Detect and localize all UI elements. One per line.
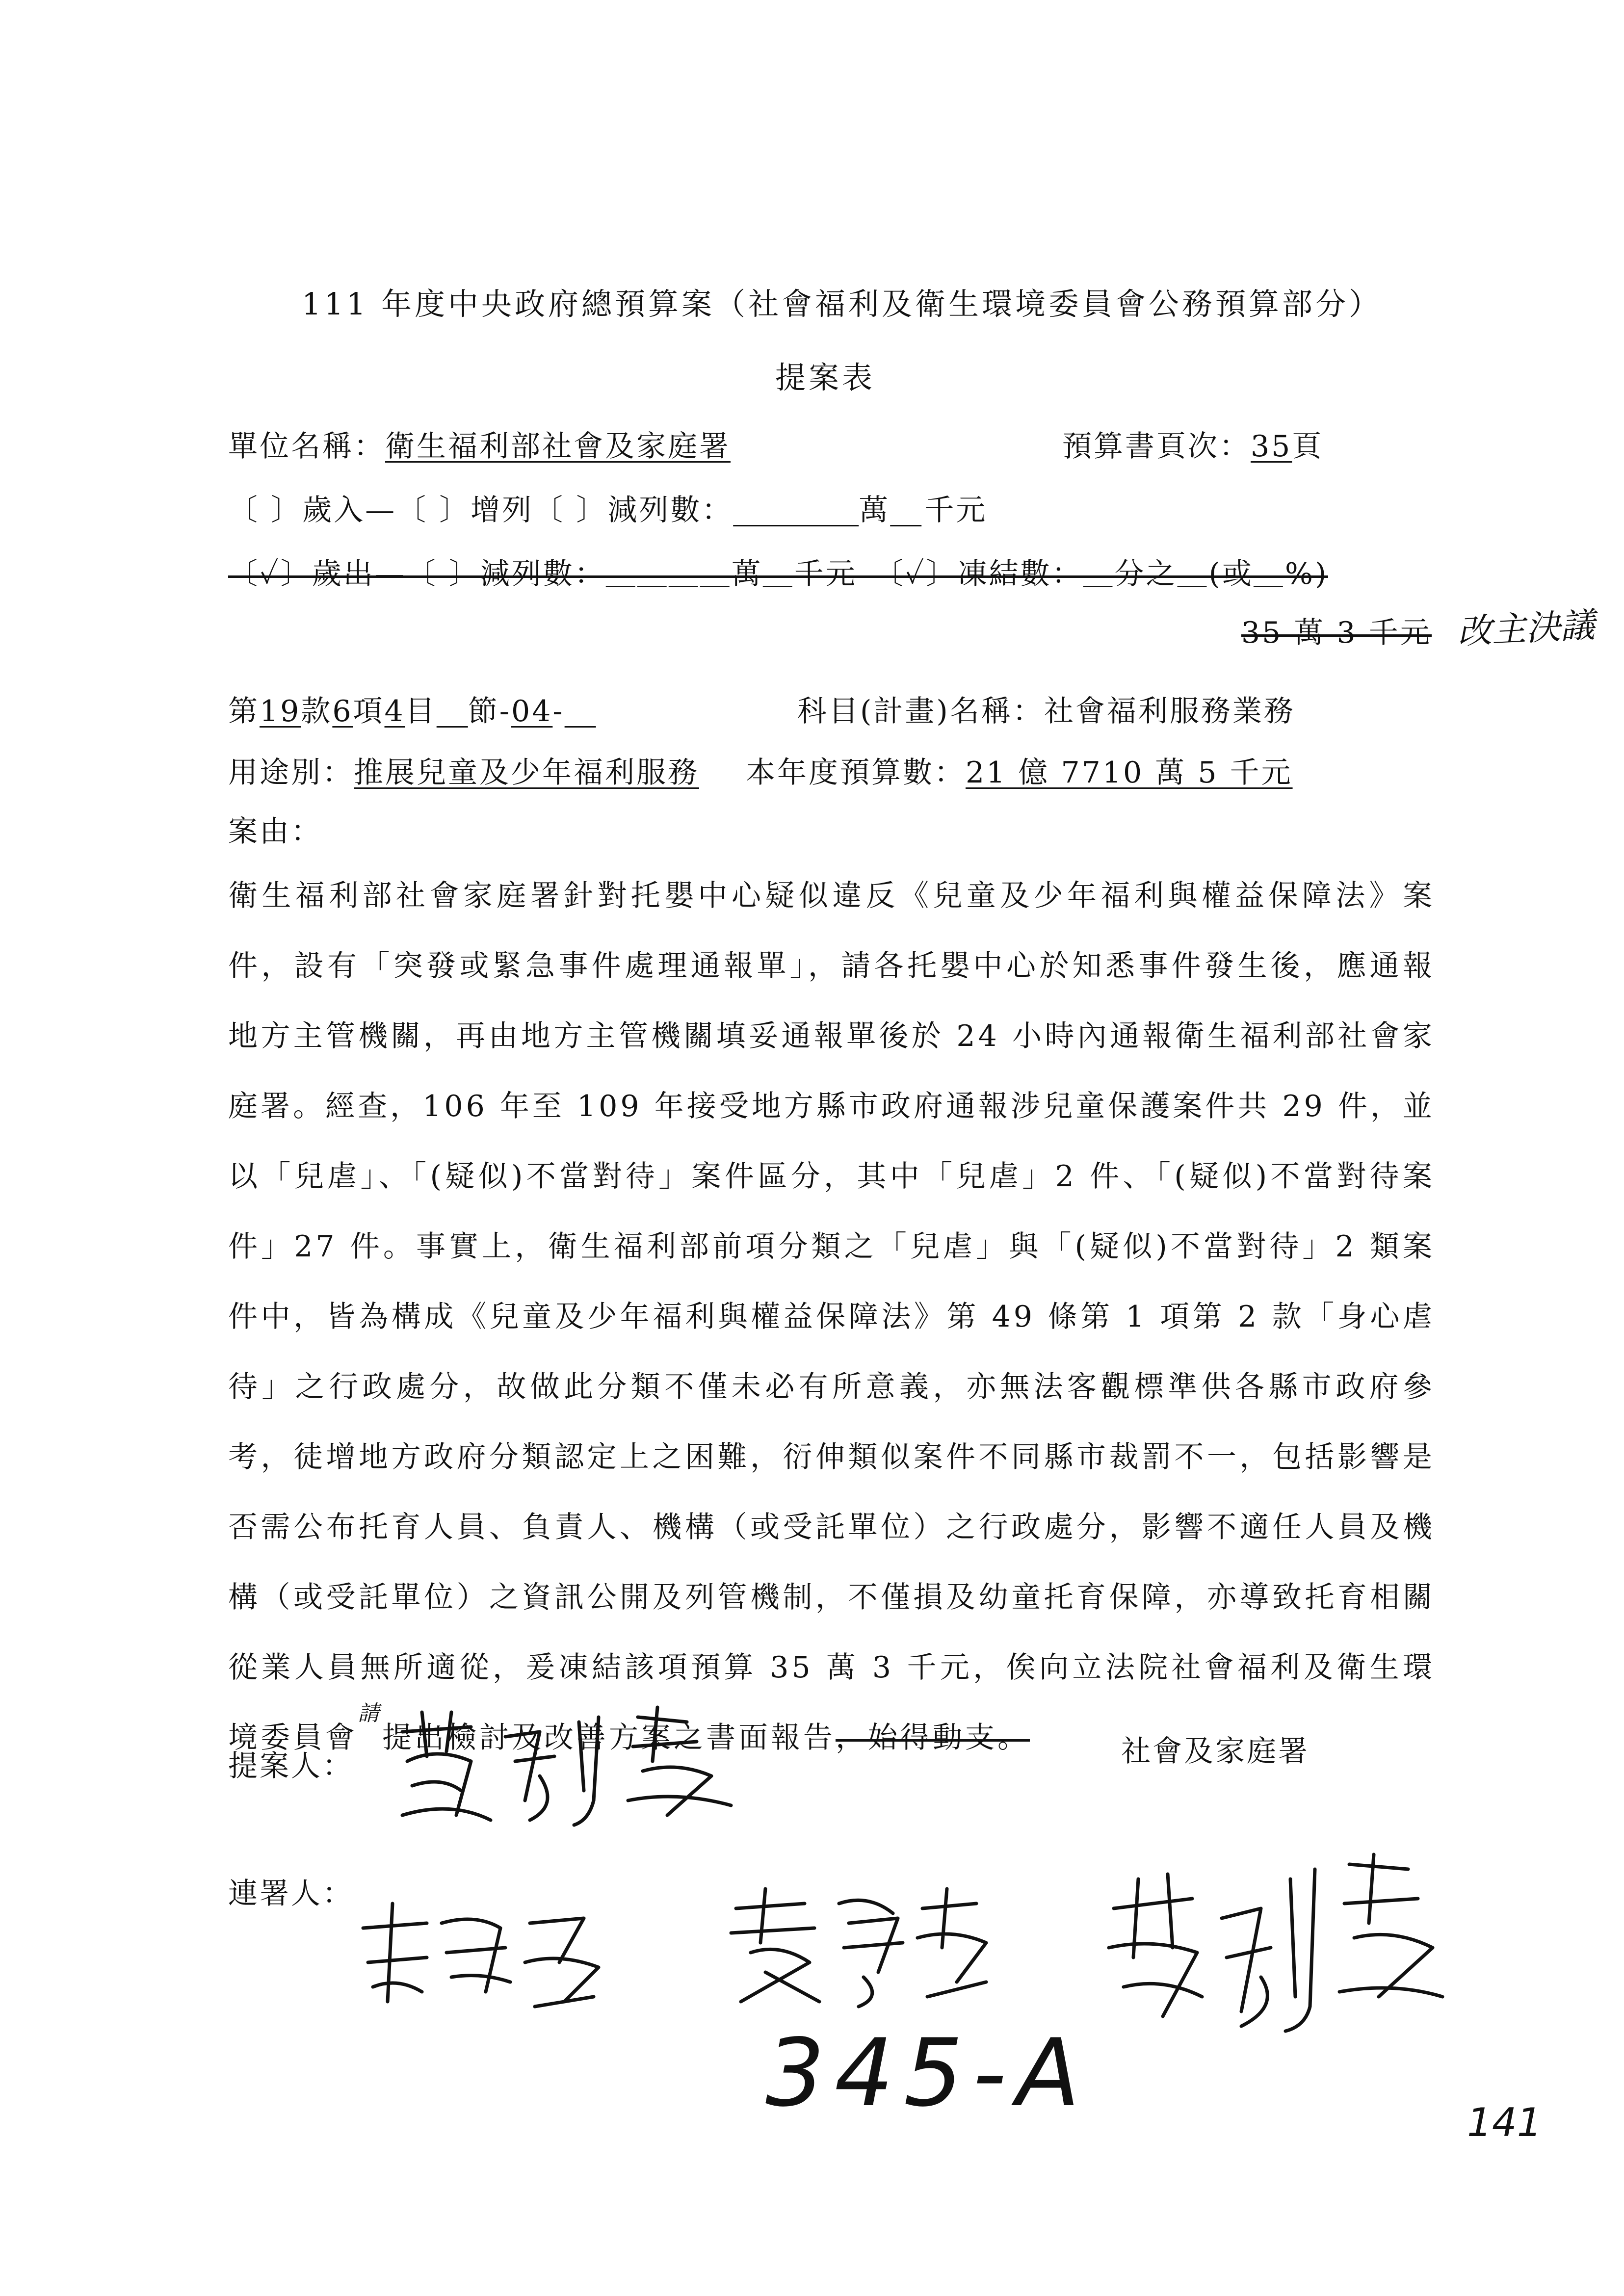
revenue-qian: 千元 bbox=[924, 493, 988, 527]
handwritten-note: 改主決議 bbox=[1456, 604, 1596, 652]
subject-value: 社會福利服務業務 bbox=[1044, 694, 1295, 729]
revenue-text: 〔 〕歲入—〔 〕增列〔 〕減列數： bbox=[228, 493, 733, 527]
budget-page-row bbox=[1062, 427, 1323, 466]
budget-page-label: 預算書頁次： bbox=[1062, 429, 1251, 464]
unit-value: 衛生福利部社會及家庭署 bbox=[385, 429, 731, 464]
usage-row bbox=[228, 753, 699, 792]
usage-value: 推展兒童及少年福利服務 bbox=[354, 756, 699, 790]
cosigner-signature-2 bbox=[721, 1884, 996, 2011]
subject-label: 科目(計畫)名稱： bbox=[797, 694, 1044, 729]
unit-row bbox=[228, 427, 731, 466]
budget-label: 本年度預算數： bbox=[746, 756, 966, 790]
subject-row bbox=[797, 692, 1295, 731]
reason-struck-end: ，始得動支。 bbox=[836, 1721, 1030, 1755]
account-row bbox=[228, 692, 596, 731]
account-tail: - bbox=[552, 694, 565, 729]
jie-blank bbox=[437, 692, 468, 731]
budget-row bbox=[746, 753, 1293, 792]
xiang-label: 款 bbox=[301, 694, 333, 729]
kuan-value: 19 bbox=[260, 694, 301, 729]
cosigner-signature-3 bbox=[1094, 1850, 1447, 2036]
revenue-wan: 萬 bbox=[859, 493, 891, 527]
reason-label: 案由： bbox=[228, 814, 322, 849]
reason-main: 衛生福利部社會家庭署針對托嬰中心疑似違反《兒童及少年福利與權益保障法》案件，設有「突發或緊急事件處理通報單」，請各托嬰中心於知悉事件發生後，應通報地方主管機關，再由地方主管機關填妥通報單後於 24 小時內通報衛生福利部社會家庭署。經查，106 年至 109 年接受地方縣市政府通報涉兒童保護案件共 29 件，並以「兒虐」、「(疑似)不當對待」案件區分，其中「兒虐」2 件、「(疑似)不當對待案件」27 件。事實上，衛生福利部前項分類之「兒虐」與「(疑似)不當對待」2 類案件中，皆為構成《兒童及少年福利與權益保障法》第 49 條第 1 項第 2 款「身心虐待」之行政處分，故做此分類不僅未必有所意義，亦無法客觀標準供各縣市政府參考，徒增地方政府分類認定上之困難，衍伸類似案件不同縣市裁罰不一，包括影響是否需公布托育人員、負責人、機構（或受託單位）之行政處分，影響不適任人員及機構（或受託單位）之資訊公開及列管機制，不僅損及幼童托育保障，亦導致托育相關從業人員無所適從 bbox=[228, 879, 1435, 1685]
reason-struck: ，爰凍結該項預算 35 萬 3 千元，俟向立法院社會福利及衛生環境委員會 bbox=[228, 1650, 1436, 1755]
reason-body bbox=[228, 861, 1435, 1775]
page-number: 141 bbox=[1467, 2100, 1542, 2145]
kuan-label: 第 bbox=[228, 694, 260, 729]
expenditure-row bbox=[228, 554, 1328, 594]
jie-label: 目 bbox=[405, 694, 437, 729]
page-title: 111 年度中央政府總預算案（社會福利及衛生環境委員會公務預算部分） bbox=[302, 286, 1383, 322]
account-tail-blank bbox=[565, 692, 596, 731]
mu-value: 4 bbox=[384, 694, 405, 729]
proposer-org: 社會及家庭署 bbox=[1121, 1734, 1310, 1769]
cosigner-label: 連署人： bbox=[228, 1877, 354, 1911]
cosigner-signature-1 bbox=[353, 1894, 608, 2011]
usage-label: 用途別： bbox=[228, 756, 354, 790]
unit-label: 單位名稱： bbox=[228, 429, 385, 464]
revenue-qian-blank bbox=[890, 491, 924, 530]
xiang-value: 6 bbox=[332, 694, 353, 729]
budget-page-value: 35 bbox=[1251, 429, 1292, 464]
reason-inserted: 請 bbox=[358, 1701, 382, 1726]
reason-after: 提出檢討及改善方案之書面報告 bbox=[382, 1721, 836, 1755]
expenditure-text: 〔✓〕歲出—〔 〕減列數：＿＿＿＿萬＿千元 〔✓〕凍結數：＿分之＿(或＿%) bbox=[228, 557, 1329, 591]
freeze-amount: 35 萬 3 千元 bbox=[1241, 616, 1432, 650]
jie-code-value: 04 bbox=[511, 694, 553, 729]
mu-label: 項 bbox=[353, 694, 385, 729]
revenue-row bbox=[228, 491, 987, 530]
budget-value: 21 億 7710 萬 5 千元 bbox=[966, 756, 1293, 790]
freeze-amount-row bbox=[1241, 613, 1432, 652]
revenue-wan-blank bbox=[733, 491, 859, 530]
page-subtitle: 提案表 bbox=[775, 360, 876, 395]
stamp-number: 345-A bbox=[765, 2019, 1090, 2127]
budget-page-suffix: 頁 bbox=[1292, 429, 1324, 464]
proposer-signature bbox=[393, 1702, 736, 1830]
proposer-label: 提案人： bbox=[228, 1749, 354, 1783]
jie-code-label: 節- bbox=[468, 694, 512, 729]
